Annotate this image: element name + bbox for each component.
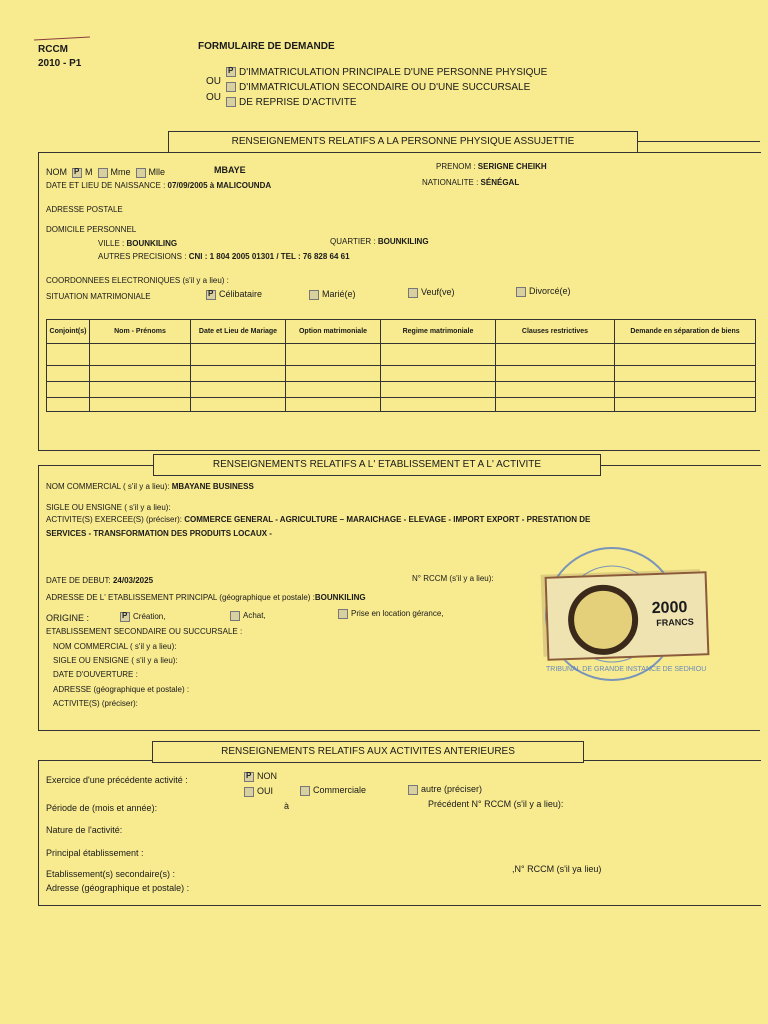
header-option-1: PD'IMMATRICULATION PRINCIPALE D'UNE PERSONNE PHYSIQUE <box>226 67 547 78</box>
table-row <box>47 382 756 398</box>
table-row <box>47 366 756 382</box>
checkbox-icon[interactable] <box>309 290 319 300</box>
rccm-code: 2010 - P1 <box>38 58 82 69</box>
checkbox-checked-icon[interactable] <box>72 168 82 178</box>
stamp-currency: FRANCS <box>656 616 694 628</box>
form-title: FORMULAIRE DE DEMANDE <box>198 41 335 52</box>
situation-label: SITUATION MATRIMONIALE <box>46 292 151 301</box>
section2-bottom-line <box>38 730 760 731</box>
date-debut-row: DATE DE DEBUT: 24/03/2025 <box>46 576 154 585</box>
checkbox-icon[interactable] <box>300 786 310 796</box>
pen-mark <box>34 37 90 41</box>
prenom-row: PRENOM : SERIGNE CHEIKH <box>436 162 547 171</box>
header-option-3: DE REPRISE D'ACTIVITE <box>226 97 357 108</box>
checkbox-checked-icon[interactable] <box>244 772 254 782</box>
fiscal-stamp <box>545 571 710 661</box>
option-autre: autre (préciser) <box>408 784 482 795</box>
section3-title: RENSEIGNEMENTS RELATIFS AUX ACTIVITES ANTERIEURES <box>152 741 584 763</box>
exercice-label: Exercice d'une précédente activité : <box>46 775 188 785</box>
header-option-2: D'IMMATRICULATION SECONDAIRE OU D'UNE SUCCURSALE <box>226 82 530 93</box>
precedent-rccm: Précédent N° RCCM (s'il y a lieu): <box>428 799 564 809</box>
nature-label: Nature de l'activité: <box>46 825 123 835</box>
activites-row: ACTIVITE(S) EXERCEE(S) (préciser): COMMERCE GENERAL - AGRICULTURE – MARAICHAGE - ELEVAGE - IMPORT EXPORT - PRESTATION DE <box>46 515 591 524</box>
table-row <box>47 398 756 412</box>
stamp-ring-text: TRIBUNAL DE GRANDE INSTANCE DE SEDHIOU <box>546 666 707 673</box>
section1-bottom-line <box>38 450 760 451</box>
naissance-row: DATE ET LIEU DE NAISSANCE : 07/09/2005 à MALICOUNDA <box>46 181 272 190</box>
table-header-cell: Clauses restrictives <box>496 320 615 344</box>
rccm-sil-label: ,N° RCCM (s'il ya lieu) <box>512 864 602 874</box>
rccm-row: N° RCCM (s'il y a lieu): <box>412 574 494 583</box>
section1-top-line <box>637 141 760 142</box>
checkbox-icon[interactable] <box>408 785 418 795</box>
checkbox-checked-icon[interactable] <box>206 290 216 300</box>
table-header-cell: Nom - Prénoms <box>90 320 191 344</box>
secondaire-label: ETABLISSEMENT SECONDAIRE OU SUCCURSALE : <box>46 627 243 636</box>
periode-a: à <box>284 801 290 811</box>
origine-creation: P Création, <box>120 612 165 622</box>
periode-label: Période de (mois et année): <box>46 803 158 813</box>
precisions-row: AUTRES PRECISIONS : CNI : 1 804 2005 01301 / TEL : 76 828 64 61 <box>98 252 350 261</box>
adresse-label: Adresse (géographique et postale) : <box>46 883 190 893</box>
section2-title: RENSEIGNEMENTS RELATIFS A L' ETABLISSEMENT ET A L' ACTIVITE <box>153 454 601 476</box>
stamp-emblem-icon <box>567 584 639 656</box>
situation-divorce: Divorcé(e) <box>516 286 571 297</box>
ou-label-1: OU <box>206 76 221 87</box>
table-header-cell: Demande en séparation de biens <box>615 320 756 344</box>
sub-line: ACTIVITE(S) (préciser): <box>53 699 138 708</box>
activites-row-2: SERVICES - TRANSFORMATION DES PRODUITS LOCAUX - <box>46 529 272 538</box>
origine-achat: Achat, <box>230 611 266 621</box>
checkbox-checked-icon[interactable] <box>120 612 130 622</box>
table-header-cell: Date et Lieu de Mariage <box>191 320 286 344</box>
adresse-postale: ADRESSE POSTALE <box>46 205 123 214</box>
table-header-cell: Conjoint(s) <box>47 320 90 344</box>
nom-row: NOM P M Mme Mlle <box>46 167 165 178</box>
ville-row: VILLE : BOUNKILING <box>98 239 178 248</box>
section1-title: RENSEIGNEMENTS RELATIFS A LA PERSONNE PHYSIQUE ASSUJETTIE <box>168 131 638 153</box>
adresse-etab-row: ADRESSE DE L' ETABLISSEMENT PRINCIPAL (géographique et postale) :BOUNKILING <box>46 593 366 602</box>
checkbox-icon[interactable] <box>408 288 418 298</box>
ou-label-2: OU <box>206 92 221 103</box>
table-header-cell: Option matrimoniale <box>286 320 381 344</box>
table-row <box>47 344 756 366</box>
option-commerciale: Commerciale <box>300 785 366 796</box>
sigle-row: SIGLE OU ENSIGNE ( s'il y a lieu): <box>46 503 171 512</box>
checkbox-icon[interactable] <box>226 82 236 92</box>
tribunal-stamp <box>540 542 707 682</box>
option-non: P NON <box>244 771 277 782</box>
stamp-amount: 2000 <box>651 598 688 618</box>
sub-line: DATE D'OUVERTURE : <box>53 670 138 679</box>
checkbox-icon[interactable] <box>338 609 348 619</box>
situation-veuf: Veuf(ve) <box>408 287 455 298</box>
table-header-cell: Regime matrimoniale <box>381 320 496 344</box>
etab-secondaires-label: Etablissement(s) secondaire(s) : <box>46 869 176 879</box>
checkbox-icon[interactable] <box>226 97 236 107</box>
table-header-row <box>47 320 756 344</box>
coordonnees: COORDONNEES ELECTRONIQUES (s'il y a lieu) : <box>46 276 229 285</box>
nom-value: MBAYE <box>214 165 246 175</box>
option-oui: OUI <box>244 786 273 797</box>
checkbox-icon[interactable] <box>136 168 146 178</box>
principal-label: Principal établissement : <box>46 848 144 858</box>
sub-line: SIGLE OU ENSIGNE ( s'il y a lieu): <box>53 656 178 665</box>
checkbox-icon[interactable] <box>516 287 526 297</box>
domicile: DOMICILE PERSONNEL <box>46 225 137 234</box>
sub-line: ADRESSE (géographique et postale) : <box>53 685 190 694</box>
situation-marie: Marié(e) <box>309 289 356 300</box>
origine-location: Prise en location gérance, <box>338 609 444 619</box>
rccm-label: RCCM <box>38 44 68 55</box>
nationalite-row: NATIONALITE : SÉNÉGAL <box>422 178 520 187</box>
sub-line: NOM COMMERCIAL ( s'il y a lieu): <box>53 642 177 651</box>
quartier-row: QUARTIER : BOUNKILING <box>330 237 429 246</box>
nom-commercial-row: NOM COMMERCIAL ( s'il y a lieu): MBAYANE BUSINESS <box>46 482 254 491</box>
checkbox-icon[interactable] <box>244 787 254 797</box>
conjoint-table <box>46 319 756 412</box>
checkbox-icon[interactable] <box>230 611 240 621</box>
checkbox-checked-icon[interactable] <box>226 67 236 77</box>
checkbox-icon[interactable] <box>98 168 108 178</box>
origine-label: ORIGINE : <box>46 613 90 623</box>
situation-celibataire: P Célibataire <box>206 289 262 300</box>
